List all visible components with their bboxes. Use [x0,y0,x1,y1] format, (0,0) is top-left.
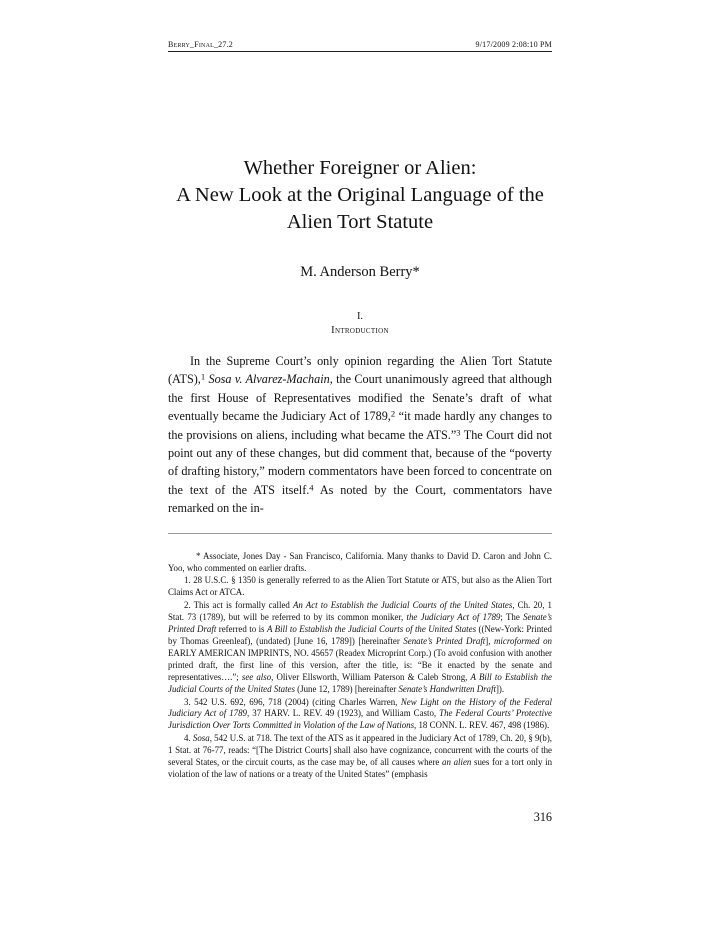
title-line-3: Alien Tort Statute [286,211,434,233]
footnote-ref-3: 3 [456,427,461,438]
section-number: I. [356,311,364,322]
fn2-text: ]). [495,683,505,694]
fn3-text: , 37 HARV. L. REV. 49 (1923), and William Casto, [247,708,440,719]
page [168,40,553,824]
running-head-left: Berry_Final_27.2 [168,40,233,49]
body-text-c: “it made hardly any changes to the provisions on aliens, including what became the ATS.” [168,409,552,442]
fn2-italic: the Judiciary Act of 1789 [406,612,501,623]
title-line-1: Whether Foreigner or Alien: [243,157,477,179]
footnote-ref-2: 2 [390,408,396,419]
fn2-italic: An Act to Establish the Judicial Courts of the United States [292,600,513,611]
footnote-star: * Associate, Jones Day - San Francisco, California. Many thanks to David D. Caron and John C. Yoo, who commented on earlier drafts. [168,550,552,573]
intro-paragraph [168,352,552,518]
footnote-2 [168,600,552,695]
footnote-4 [168,733,552,781]
fn4-text: 4. [184,733,193,744]
case-name: Sosa v. Alvarez-Machain [208,372,330,387]
footnote-ref-4: 4 [309,482,314,493]
fn3-text: , 18 CONN. L. REV. 467, 498 (1986). [414,720,550,731]
body-text-e: As noted by the Court, commentators have remarked on the in- [168,482,552,516]
fn3-text: 3. 542 U.S. 692, 696, 718 (2004) (citing Charles Warren, [184,696,401,707]
body-text-d: The Court did not point out any of these changes, but did comment that, because of the “poverty of drafting history,” modern commentators have been forced to concentrate on the text of the ATS itself. [168,427,552,497]
fn2-text: ; The [500,612,524,623]
fn3-italic: The Federal Courts’ Protective Jurisdiction Over Torts Committed in Violation of the Law of Nations [168,708,552,731]
fn2-text: ((New-York: Printed by Thomas Greenleaf), (undated) [June 16, 1789]) [hereinafter [168,624,552,646]
footnote-3 [168,697,552,733]
page-number: 316 [533,810,552,824]
fn4-italic: an alien [442,757,472,768]
fn2-italic: Senate’s Printed Draft [403,636,486,646]
running-head [168,40,552,52]
fn2-italic: Senate’s Handwritten Draft [398,683,496,694]
fn2-italic: A Bill to Establish the Judicial Courts of the United States [168,671,552,694]
footnotes [168,551,552,781]
fn2-text: , Ch. 20, 1 Stat. 73 (1789), but will be referred to by its common moniker, [168,600,552,623]
fn3-italic: New Light on the History of the Federal Judiciary Act of 1789 [168,696,553,719]
fn2-italic: A Bill to Establish the Judicial Courts of the United States [266,624,477,635]
fn2-text: EARLY AMERICAN IMPRINTS, NO. 45657 (Readex Microprint Corp.) (To avoid confusion with another printed draft, the first line of this version, after the title, is: “Be it enacted by the senate and representatives….”; [168,647,552,682]
fn4-text: sues for a tort only in violation of the law of nations or a treaty of the United States” (emphasis [168,757,553,779]
fn4-text: , 542 U.S. at 718. The text of the ATS as it appeared in the Judiciary Act of 1789, Ch. 20, § 9(b), 1 Stat. at 76-77, reads: “[The District Courts] shall also have cognizance, concurrent with the courts of the several States, or the circuit courts, as the case may be, of all causes where [168,733,553,768]
running-head-right: 9/17/2009 2:08:10 PM [475,40,552,49]
section-heading: Introduction [331,325,389,336]
fn2-text: (June 12, 1789) [hereinafter [294,683,399,694]
fn2-text: 2. This act is formally called [184,600,293,611]
body-text-b: , the Court unanimously agreed that although the first House of Representatives modified the Senate’s draft of what eventually became the Judiciary Act of 1789, [168,372,552,424]
author-name: M. Anderson Berry* [300,264,420,280]
footnote-1: 1. 28 U.S.C. § 1350 is generally referred to as the Alien Tort Statute or ATS, but also as the Alien Tort Claims Act or ATCA. [168,575,552,598]
fn2-text: , Oliver Ellsworth, William Paterson & Caleb Strong, [271,671,471,682]
fn4-italic: Sosa [192,733,210,744]
footnote-divider [168,533,552,534]
body-text-a: In the Supreme Court’s only opinion regarding the Alien Tort Statute (ATS), [168,354,552,387]
fn2-text: ], [485,636,495,646]
footnote-ref-1: 1 [200,372,206,382]
fn2-italic: microformed on [494,636,552,646]
fn2-italic: Senate’s Printed Draft [168,612,552,635]
fn2-italic: see also [241,671,272,682]
article-title [168,155,552,236]
fn2-text: referred to is [216,624,267,635]
title-line-2: A New Look at the Original Language of the [176,184,544,206]
